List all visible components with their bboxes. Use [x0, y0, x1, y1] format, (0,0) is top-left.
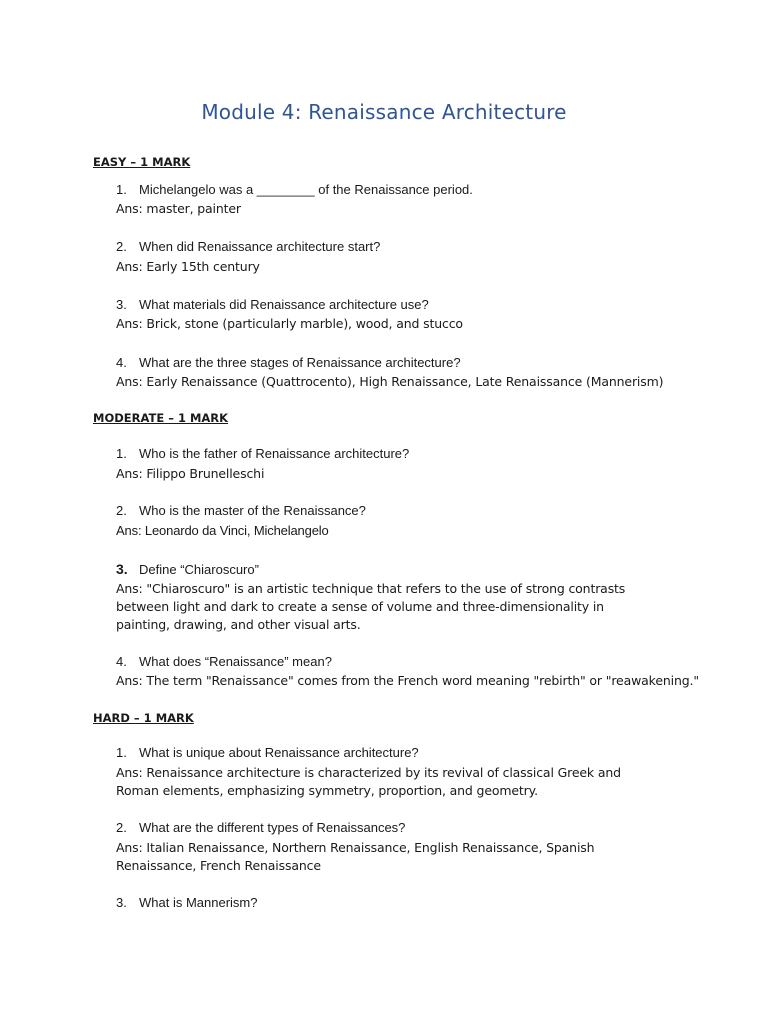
question-text: Who is the master of the Renaissance?	[139, 503, 366, 518]
question-item	[116, 745, 419, 760]
question-text: When did Renaissance architecture start?	[139, 239, 381, 254]
question-text: What is Mannerism?	[139, 895, 258, 910]
question-text: What materials did Renaissance architecture use?	[139, 297, 429, 312]
question-number: 4.	[116, 654, 127, 669]
answer-text: Ans: "Chiaroscuro" is an artistic technique that refers to the use of strong contrasts between light and dark to create a sense of volume and three-dimensionality in painting, drawing, and other visual arts.	[116, 581, 626, 632]
answer-text: Ans: Italian Renaissance, Northern Renaissance, English Renaissance, Spanish Renaissance, French Renaissance	[116, 840, 595, 873]
question-number: 2.	[116, 820, 127, 835]
answer-text: Ans: Renaissance architecture is characterized by its revival of classical Greek and Roman elements, emphasizing symmetry, proportion, and geometry.	[116, 765, 621, 798]
question-number: 4.	[116, 355, 127, 370]
question-number: 3.	[116, 561, 128, 577]
question-item	[116, 561, 259, 577]
answer-text: Ans: Brick, stone (particularly marble), wood, and stucco	[116, 316, 463, 331]
question-text: Michelangelo was a ________ of the Renaissance period.	[139, 182, 473, 197]
answer-text: Ans: Filippo Brunelleschi	[116, 466, 265, 481]
question-item	[116, 182, 473, 197]
answer-text: Ans: Early 15th century	[116, 259, 260, 274]
question-item	[116, 895, 257, 910]
question-text: What are the three stages of Renaissance architecture?	[139, 355, 461, 370]
question-item	[116, 820, 405, 835]
section-heading-hard: HARD – 1 MARK	[93, 711, 194, 725]
question-number: 2.	[116, 239, 127, 254]
page-title: Module 4: Renaissance Architecture	[201, 100, 567, 124]
question-number: 1.	[116, 745, 127, 760]
answer-text: Ans: master, painter	[116, 201, 241, 216]
answer-text: Ans: Early Renaissance (Quattrocento), High Renaissance, Late Renaissance (Mannerism)	[116, 374, 664, 389]
section-heading-moderate: MODERATE – 1 MARK	[93, 411, 229, 425]
question-item	[116, 355, 461, 370]
question-item	[116, 297, 429, 312]
question-number: 2.	[116, 503, 127, 518]
question-text: What are the different types of Renaissances?	[139, 820, 406, 835]
question-number: 3.	[116, 297, 127, 312]
question-text: Who is the father of Renaissance architecture?	[139, 446, 410, 461]
question-item	[116, 239, 380, 254]
question-number: 3.	[116, 895, 127, 910]
question-item	[116, 503, 366, 518]
question-number: 1.	[116, 182, 127, 197]
answer-text: Ans: The term "Renaissance" comes from the French word meaning "rebirth" or "reawakening."	[116, 673, 699, 688]
question-text: Define “Chiaroscuro”	[139, 562, 259, 577]
question-item	[116, 446, 409, 461]
question-item	[116, 654, 332, 669]
question-text: What is unique about Renaissance architecture?	[139, 745, 419, 760]
answer-text: Ans: Leonardo da Vinci, Michelangelo	[116, 523, 329, 538]
question-text: What does “Renaissance” mean?	[139, 654, 332, 669]
section-heading-easy: EASY – 1 MARK	[93, 155, 191, 169]
question-number: 1.	[116, 446, 127, 461]
